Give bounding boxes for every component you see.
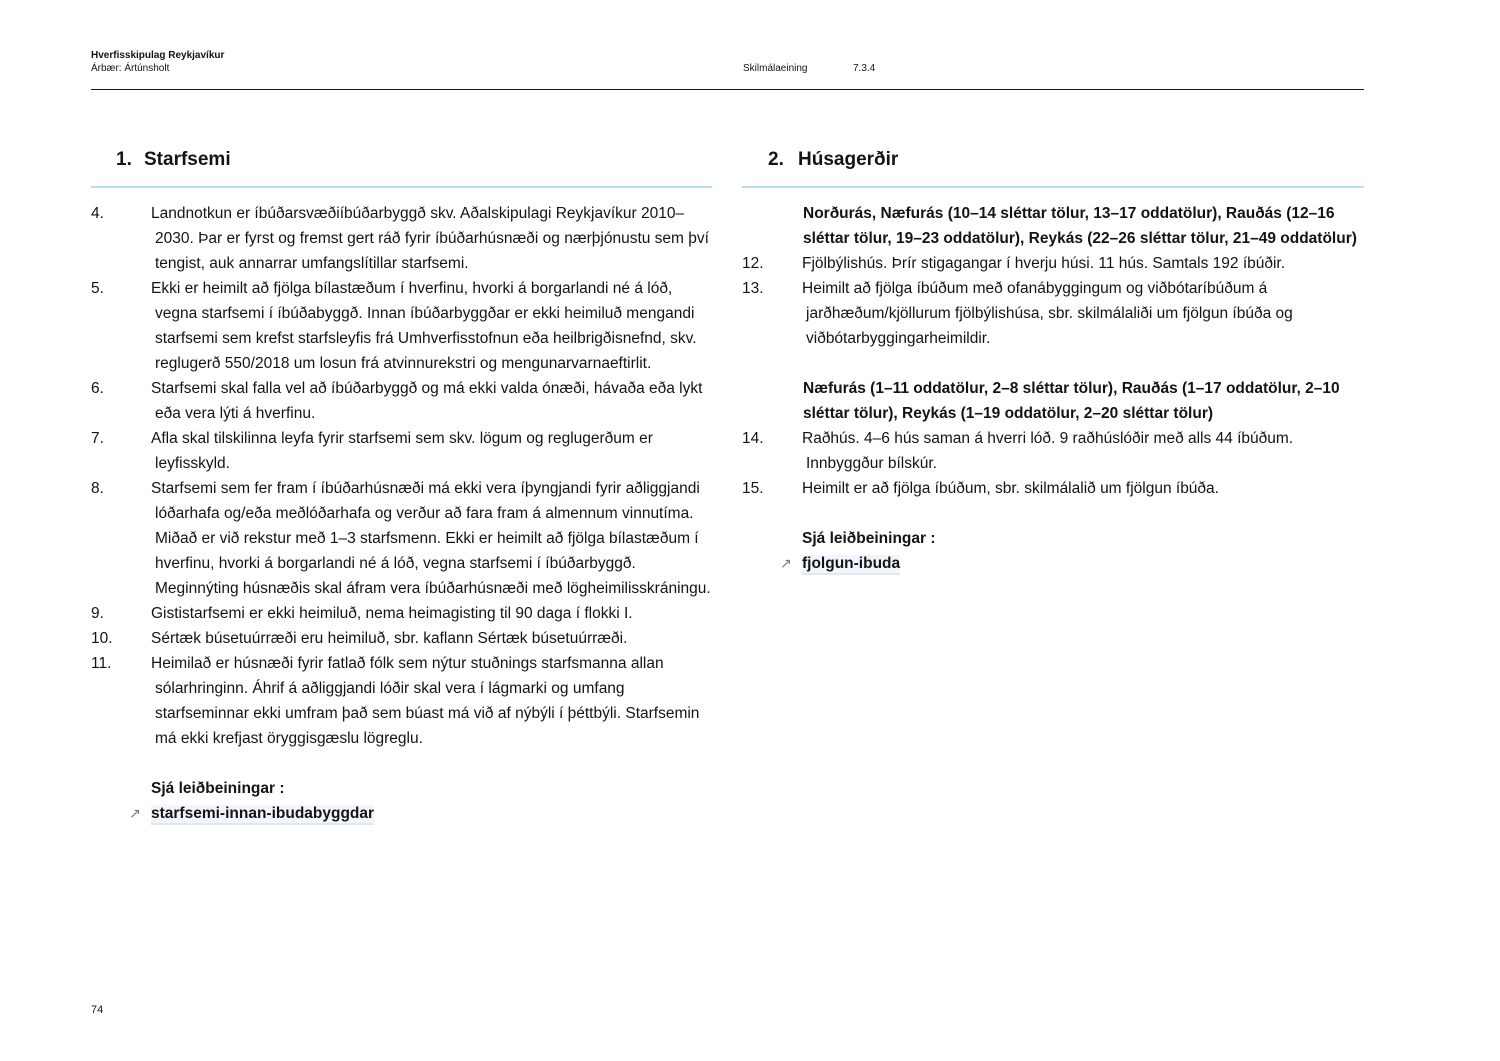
section-label: Skilmálaeining [743, 63, 808, 74]
section-body [742, 188, 1364, 576]
list-item [91, 601, 712, 626]
list-item [91, 376, 712, 426]
item-text: Raðhús. 4–6 hús saman á hverri lóð. 9 raðhúslóðir með alls 44 íbúðum. Innbyggður bílskúr. [802, 430, 1294, 472]
item-number: 5. [91, 280, 104, 297]
external-link-arrow-icon: ↗ [780, 555, 792, 571]
group-heading: Næfurás (1–11 oddatölur, 2–8 sléttar tölur), Rauðás (1–17 oddatölur, 2–10 sléttar tölur), Reykás (1–19 oddatölur, 2–20 sléttar tölur) [803, 380, 1340, 422]
list-item [91, 651, 712, 751]
section-heading-husagerdir [742, 146, 1364, 178]
header-divider [91, 89, 1364, 90]
spacer [742, 501, 1364, 526]
group-heading: Norðurás, Næfurás (10–14 sléttar tölur, 13–17 oddatölur), Rauðás (12–16 sléttar tölur, 19–23 oddatölur), Reykás (22–26 sléttar tölur, 21–49 oddatölur) [803, 205, 1357, 247]
guidelines-link-row [91, 801, 712, 826]
list-item [742, 276, 1364, 351]
list-item [742, 476, 1364, 501]
item-text: Sértæk búsetuúrræði eru heimiluð, sbr. kaflann Sértæk búsetuúrræði. [151, 630, 628, 647]
spacer [91, 751, 712, 776]
list-item [91, 276, 712, 376]
list-item [91, 201, 712, 276]
item-text: Heimilt að fjölga íbúðum með ofanábyggingum og viðbótaríbúðum á jarðhæðum/kjöllurum fjölbýlishúsa, sbr. skilmálaliði um fjölgun íbúða og viðbótarbyggingarheimildir. [802, 280, 1293, 347]
guidelines-label: Sjá leiðbeiningar : [151, 780, 285, 797]
section-heading-starfsemi [91, 146, 712, 178]
item-text: Starfsemi skal falla vel að íbúðarbyggð og má ekki valda ónæði, hávaða eða lykt eða vera lýti á hverfinu. [151, 380, 703, 422]
list-item [91, 426, 712, 476]
external-link-arrow-icon: ↗ [129, 805, 141, 821]
item-number: 15. [742, 480, 764, 497]
section-number: 2. [768, 149, 784, 170]
section-title: Húsagerðir [798, 149, 899, 170]
item-number: 12. [742, 255, 764, 272]
column-starfsemi [91, 146, 712, 826]
section-code: 7.3.4 [853, 63, 876, 74]
guidelines-link-row [742, 551, 1364, 576]
item-number: 10. [91, 630, 113, 647]
column-husagerdir [742, 146, 1364, 576]
guidelines-label: Sjá leiðbeiningar : [802, 530, 936, 547]
item-number: 14. [742, 430, 764, 447]
list-item [91, 626, 712, 651]
item-number: 9. [91, 605, 104, 622]
section-body [91, 188, 712, 826]
list-item [742, 426, 1364, 476]
item-number: 4. [91, 205, 104, 222]
item-number: 11. [91, 655, 112, 672]
item-number: 8. [91, 480, 104, 497]
spacer [742, 351, 1364, 376]
document-subtitle: Árbær: Ártúnsholt [91, 63, 170, 74]
guidelines-link[interactable]: fjolgun-ibuda [802, 555, 900, 575]
item-number: 6. [91, 380, 104, 397]
section-number: 1. [116, 149, 132, 170]
item-number: 13. [742, 280, 764, 297]
item-number: 7. [91, 430, 104, 447]
guidelines-link[interactable]: starfsemi-innan-ibudabyggdar [151, 805, 374, 825]
item-text: Gististarfsemi er ekki heimiluð, nema heimagisting til 90 daga í flokki I. [151, 605, 633, 622]
section-title: Starfsemi [144, 149, 231, 170]
list-item [91, 476, 712, 601]
item-text: Heimilt er að fjölga íbúðum, sbr. skilmálalið um fjölgun íbúða. [802, 480, 1219, 497]
item-text: Heimilað er húsnæði fyrir fatlað fólk sem nýtur stuðnings starfsmanna allan sólarhringinn. Áhrif á aðliggjandi lóðir skal vera í lágmarki og umfang starfseminnar ekki umfram það sem búast má við af nýbýli í þéttbýli. Starfsemin má ekki krefjast öryggisgæslu lögreglu. [151, 655, 700, 747]
item-text: Starfsemi sem fer fram í íbúðarhúsnæði má ekki vera íþyngjandi fyrir aðliggjandi lóðarhafa og/eða meðlóðarhafa og verður að fara fram á almennum vinnutíma. Miðað er við rekstur með 1–3 starfsmenn. Ekki er heimilt að fjölga bílastæðum í hverfinu, hvorki á borgarlandi né á lóð, vegna starfsemi í íbúðarbyggð. Meginnýting húsnæðis skal áfram vera íbúðarhúsnæði með lögheimilisskráningu. [151, 480, 711, 597]
item-text: Landnotkun er íbúðarsvæðiíbúðarbyggð skv. Aðalskipulagi Reykjavíkur 2010–2030. Þar er fyrst og fremst gert ráð fyrir íbúðarhúsnæði og nærþjónustu sem því tengist, auk annarrar umfangslítillar starfsemi. [151, 205, 709, 272]
item-text: Ekki er heimilt að fjölga bílastæðum í hverfinu, hvorki á borgarlandi né á lóð, vegna starfsemi í íbúðabyggð. Innan íbúðarbyggðar er ekki heimiluð mengandi starfsemi sem krefst starfsleyfis frá Umhverfisstofnun eða heilbrigðisnefnd, skv. reglugerð 550/2018 um losun frá atvinnurekstri og mengunarvarnaeftirlit. [151, 280, 697, 372]
item-text: Afla skal tilskilinna leyfa fyrir starfsemi sem skv. lögum og reglugerðum er leyfisskyld. [151, 430, 653, 472]
list-item [742, 251, 1364, 276]
item-text: Fjölbýlishús. Þrír stigagangar í hverju húsi. 11 hús. Samtals 192 íbúðir. [802, 255, 1286, 272]
page-number: 74 [91, 1004, 104, 1016]
document-title: Hverfisskipulag Reykjavíkur [91, 50, 225, 61]
